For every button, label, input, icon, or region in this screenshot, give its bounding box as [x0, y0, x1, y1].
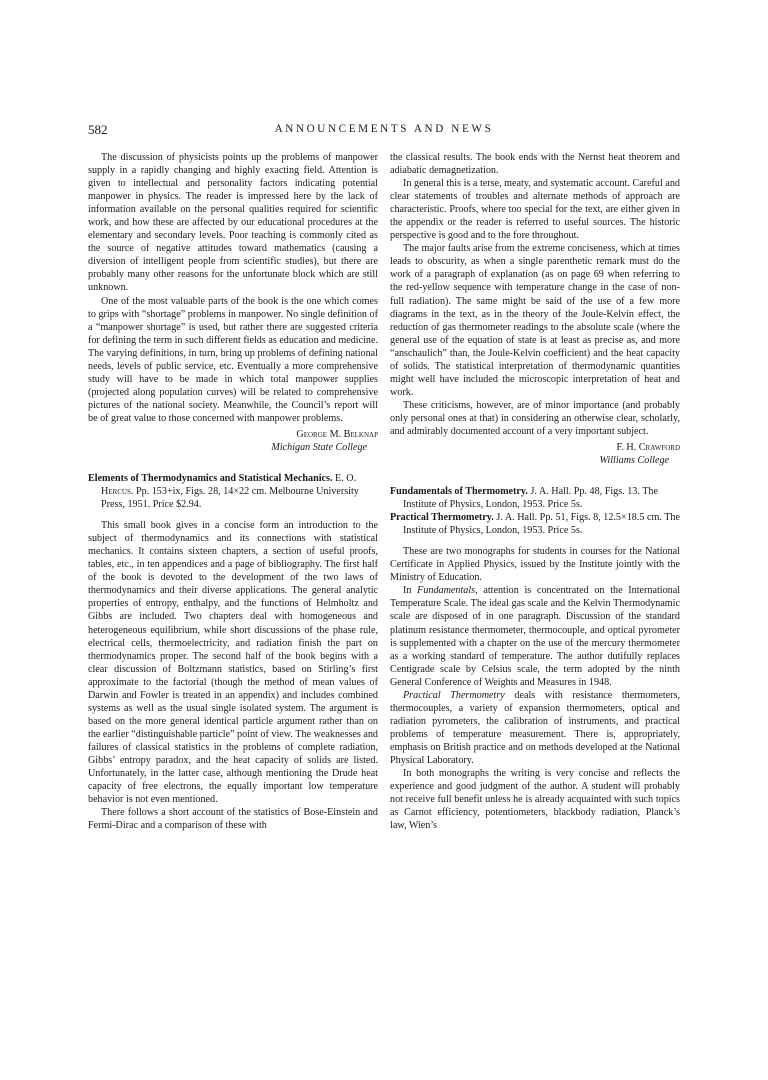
paragraph: The discussion of physicists points up the problems of manpower supply in a rapidly changing and highly exacting field. Attention is given to intellectual and personality factors indicating potential manpower in physics. The reader is impressed here by the lack of information available on the personal qualities required for scientific work, and how these are affected by our educational procedures at the elementary and secondary levels. Poor teaching is commonly cited as the source of negative attitudes toward mathematics (causing a diversion of intelligent people from scientific studies), but there are probably many other reasons for the unfortunate block which are still unknown.: [88, 152, 378, 294]
reviewer-name: George M. Belknap: [296, 428, 378, 440]
paragraph: [390, 689, 680, 767]
book-citation: [390, 485, 680, 511]
text-run: In: [403, 585, 412, 597]
reviewer-institution: Michigan State College: [271, 441, 367, 453]
paragraph: These criticisms, however, are of minor importance (and probably only personal ones at that) in considering an otherwise clear, scholarly, and admirably documented account of a very important subject.: [390, 399, 680, 437]
book-citation: [390, 511, 680, 537]
page-header: [88, 122, 680, 138]
paragraph: One of the most valuable parts of the book is the one which comes to grips with “shortage” problems in manpower. No single definition of a “manpower shortage” is used, but rather there are suggested criteria for defining the term in such different fields as education and medicine. The varying definitions, in turn, bring up problems of defining national needs, levels of public service, etc. Eventually a more comprehensive study will have to be made in which total manpower supplies (projected along population curves) will be related to comprehensive pictures of the national society. Meanwhile, the Council’s report will be of great value to those concerned with manpower problems.: [88, 295, 378, 424]
reviewer-institution: Williams College: [599, 455, 669, 467]
text-run: attention is concentrated on the International Temperature Scale. The ideal gas scale and the Kelvin Thermodynamic scale are disposed of in one paragraph. Discussion of the standard platinum resistance thermometer, thermocouple, and optical pyrometer is supplemented with a chapter on the use of the mercury thermometer as a working standard of temperature. The author dutifully replaces Centigrade scale by Celsius scale, the term adopted by the ninth General Conference of Weights and Measures in 1948.: [390, 585, 681, 688]
right-column: [390, 151, 680, 832]
text-run: deals with resistance thermometers, thermocouples, a variety of expansion thermometers, optical and radiation pyrometers, the calibration of instruments, and practical problems of temperature measurement. There is, appropriately, emphasis on British practice and on methods developed at the National Physical Laboratory.: [390, 689, 681, 766]
paragraph: There follows a short account of the statistics of Bose-Einstein and Fermi-Dirac and a comparison of these with: [88, 807, 378, 832]
book-author: E. O. Hercus.: [101, 472, 357, 498]
paragraph: In general this is a terse, meaty, and systematic account. Careful and clear statements of troubles and alternate methods of approach are characteristic. Proofs, where too special for the text, are either given in the appendix or the reader is referred to useful sources. The historic perspective is good and to the fore throughout.: [390, 178, 680, 242]
book-title: Fundamentals of Thermometry.: [390, 486, 528, 498]
paragraph: The major faults arise from the extreme conciseness, which at times leads to obscurity, as when a single parenthetic remark must do the work of a paragraph of explanation (as on page 69 when referring to the red-yellow sequence with temperature change in the case of non-full radiation). The same might be said of the use of a few more diagrams in the text, as in the theory of the Joule-Kelvin effect, the reduction of gas thermometer readings to the absolute scale (where the general use of the equation of state is at least as precise as, and more “anschaulich” than, the Joule-Kelvin coefficient) and the heat capacity of solids. The statistical interpretation of thermodynamic quantities might well have included the microscopic interpretation of heat and work.: [390, 243, 680, 398]
paragraph: [390, 584, 680, 688]
italic-title: Practical Thermometry: [403, 689, 505, 701]
review-heading: [88, 472, 378, 511]
paragraph: In both monographs the writing is very concise and reflects the experience and good judgment of the author. A student will probably not receive full benefit unless he is already acquainted with such topics as Carnot efficiency, potentiometers, blackbody radiation, Planck’s law, Wien’s: [390, 768, 680, 832]
reviewer-signature: [390, 441, 680, 467]
book-details: J. A. Hall. Pp. 51, Figs. 8, 12.5×18.5 cm. The Institute of Physics, London, 1953. Price 5s.: [403, 512, 680, 537]
book-details: J. A. Hall. Pp. 48, Figs. 13. The Institute of Physics, London, 1953. Price 5s.: [403, 486, 658, 511]
running-head: ANNOUNCEMENTS AND NEWS: [274, 123, 494, 135]
reviewer-name: F. H. Crawford: [616, 442, 680, 454]
paragraph: the classical results. The book ends with the Nernst heat theorem and adiabatic demagnetization.: [390, 152, 680, 177]
page-number: 582: [88, 122, 108, 137]
left-column: [88, 151, 378, 832]
review-heading: [390, 485, 680, 537]
italic-title: Fundamentals,: [417, 585, 478, 597]
paragraph: These are two monographs for students in courses for the National Certificate in Applied Physics, issued by the Institute jointly with the Ministry of Education.: [390, 546, 680, 584]
book-title: Elements of Thermodynamics and Statistical Mechanics.: [88, 472, 333, 484]
book-details: Pp. 153+ix, Figs. 28, 14×22 cm. Melbourne University Press, 1951. Price $2.94.: [101, 486, 359, 511]
reviewer-signature: [88, 428, 378, 454]
book-citation: [88, 472, 378, 511]
book-title: Practical Thermometry.: [390, 512, 494, 524]
paragraph: This small book gives in a concise form an introduction to the subject of thermodynamics and its connections with statistical mechanics. It contains sixteen chapters, a section of useful proofs, tables, etc., in ten appendices and a page of bibliography. The first half of the book is devoted to the development of the two laws of thermodynamics and their diverse applications. The general analytic properties of entropy, enthalpy, and the functions of Helmholtz and Gibbs are included. Two chapters deal with homogeneous and heterogeneous equilibrium, while short discussions of the phase rule, electrical cells, thermoelectricity, and radiation finish the part on thermodynamics proper. The second half of the book begins with a clear discussion of Boltzmann statistics, based on Stirling’s first approximate to the factorial (though the method of mean values of Darwin and Fowler is treated in an appendix) and includes combined systems as well as the usual single isolated system. The argument is based on the more general identical particle argument rather than on the earlier “distinguishable particle” point of view. The weaknesses and failures of classical statistics in the problems of complete radiation, Gibbs’ entropy paradox, and the heat capacity of solids are listed. Unfortunately, in the latter case, although mentioning the Drude heat capacity of free electrons, the equally important low temperature behavior is not even mentioned.: [88, 520, 378, 806]
